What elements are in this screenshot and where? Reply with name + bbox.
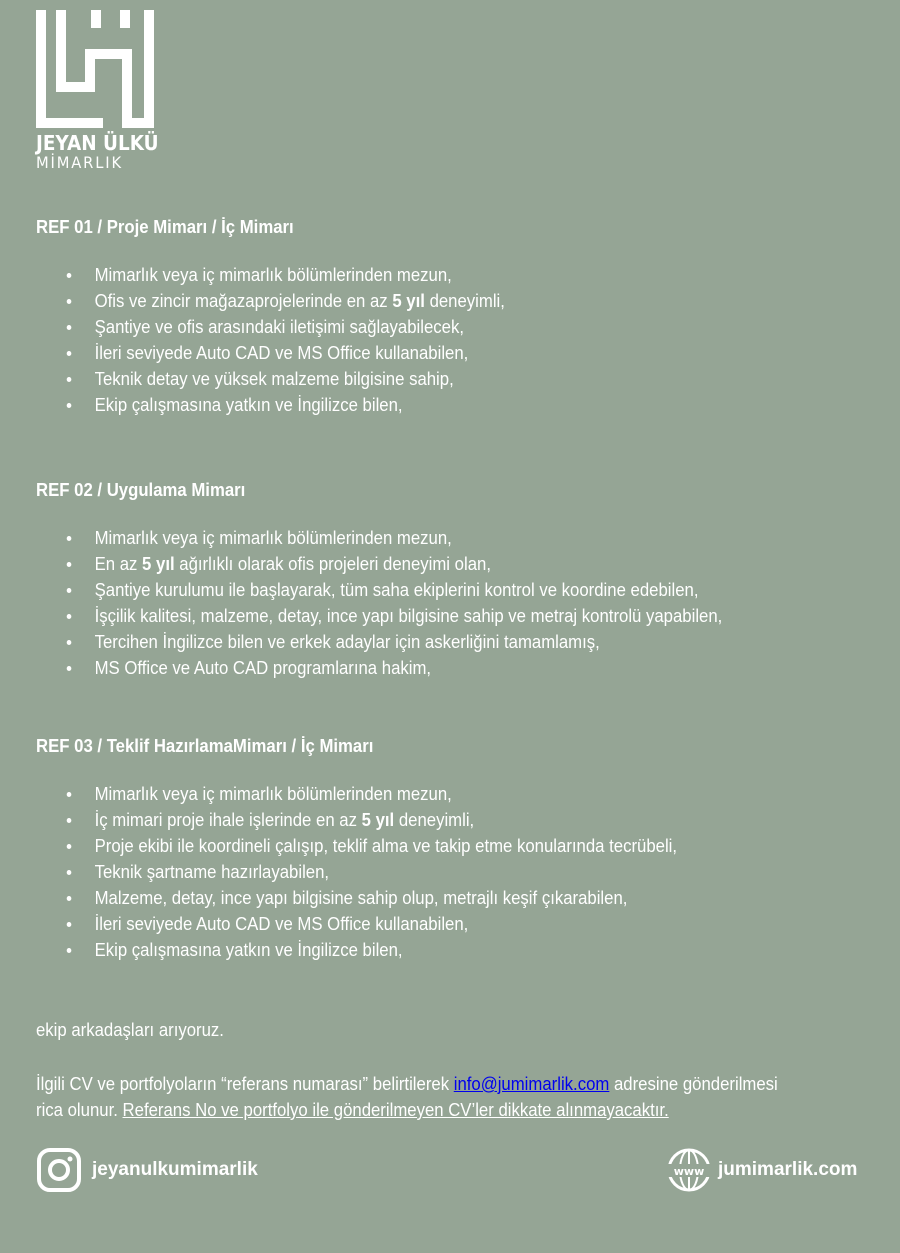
instagram-handle[interactable]: [36, 1147, 258, 1193]
requirements-list: [36, 262, 886, 418]
disclaimer-text: Referans No ve portfolyo ile gönderilmeyen CV’ler dikkate alınmayacaktır.: [122, 1100, 669, 1120]
logo-subtitle: MİMARLIK: [36, 153, 123, 172]
list-item: Ofis ve zincir mağazaprojelerinde en az 5 yıl deneyimli,: [36, 288, 827, 314]
list-item: Mimarlık veya iç mimarlık bölümlerinden mezun,: [36, 525, 827, 551]
closing-text: ekip arkadaşları arıyoruz.: [36, 1020, 224, 1040]
website-link[interactable]: [666, 1147, 857, 1193]
requirements-list: [36, 525, 886, 681]
list-item: Ekip çalışmasına yatkın ve İngilizce bilen,: [36, 937, 827, 963]
list-item: Proje ekibi ile koordineli çalışıp, teklif alma ve takip etme konularında tecrübeli,: [36, 833, 827, 859]
list-item: En az 5 yıl ağırlıklı olarak ofis projeleri deneyimi olan,: [36, 551, 827, 577]
website-label: jumimarlik.com: [718, 1159, 858, 1180]
contact-line-1: İlgili CV ve portfolyoların “referans numarası” belirtilerek info@jumimarlik.com adresine gönderilmesi: [36, 1074, 778, 1094]
email-link[interactable]: info@jumimarlik.com: [453, 1074, 610, 1094]
logo-mark-icon: [36, 10, 154, 128]
section-title: REF 03 / Teklif HazırlamaMimarı / İç Mimarı: [36, 736, 374, 756]
list-item: Mimarlık veya iç mimarlık bölümlerinden mezun,: [36, 262, 827, 288]
list-item: İleri seviyede Auto CAD ve MS Office kullanabilen,: [36, 911, 827, 937]
list-item: Teknik şartname hazırlayabilen,: [36, 859, 827, 885]
company-logo: [36, 10, 159, 172]
list-item: İleri seviyede Auto CAD ve MS Office kullanabilen,: [36, 340, 827, 366]
list-item: Teknik detay ve yüksek malzeme bilgisine sahip,: [36, 366, 827, 392]
requirements-list: [36, 781, 886, 963]
job-section-ref01: [36, 216, 886, 418]
list-item: Mimarlık veya iç mimarlık bölümlerinden mezun,: [36, 781, 827, 807]
section-title: REF 01 / Proje Mimarı / İç Mimarı: [36, 217, 294, 237]
instagram-label: jeyanulkumimarlik: [92, 1159, 258, 1180]
list-item: Şantiye kurulumu ile başlayarak, tüm saha ekiplerini kontrol ve koordine edebilen,: [36, 577, 827, 603]
list-item: Şantiye ve ofis arasındaki iletişimi sağlayabilecek,: [36, 314, 827, 340]
list-item: İç mimari proje ihale işlerinde en az 5 yıl deneyimli,: [36, 807, 827, 833]
job-section-ref02: [36, 479, 886, 681]
list-item: MS Office ve Auto CAD programlarına hakim,: [36, 655, 827, 681]
globe-www-label: www: [673, 1165, 705, 1178]
list-item: Ekip çalışmasına yatkın ve İngilizce bilen,: [36, 392, 827, 418]
contact-line-2: rica olunur. Referans No ve portfolyo ile gönderilmeyen CV’ler dikkate alınmayacaktır.: [36, 1100, 669, 1120]
section-title: REF 02 / Uygulama Mimarı: [36, 480, 246, 500]
list-item: Malzeme, detay, ince yapı bilgisine sahip olup, metrajlı keşif çıkarabilen,: [36, 885, 827, 911]
list-item: Tercihen İngilizce bilen ve erkek adaylar için askerliğini tamamlamış,: [36, 629, 827, 655]
globe-icon: [666, 1147, 712, 1193]
list-item: İşçilik kalitesi, malzeme, detay, ince yapı bilgisine sahip ve metraj kontrolü yapabilen,: [36, 603, 827, 629]
logo-name: JEYAN ÜLKÜ: [36, 131, 159, 155]
instagram-icon: [36, 1147, 82, 1193]
job-section-ref03: [36, 735, 886, 963]
